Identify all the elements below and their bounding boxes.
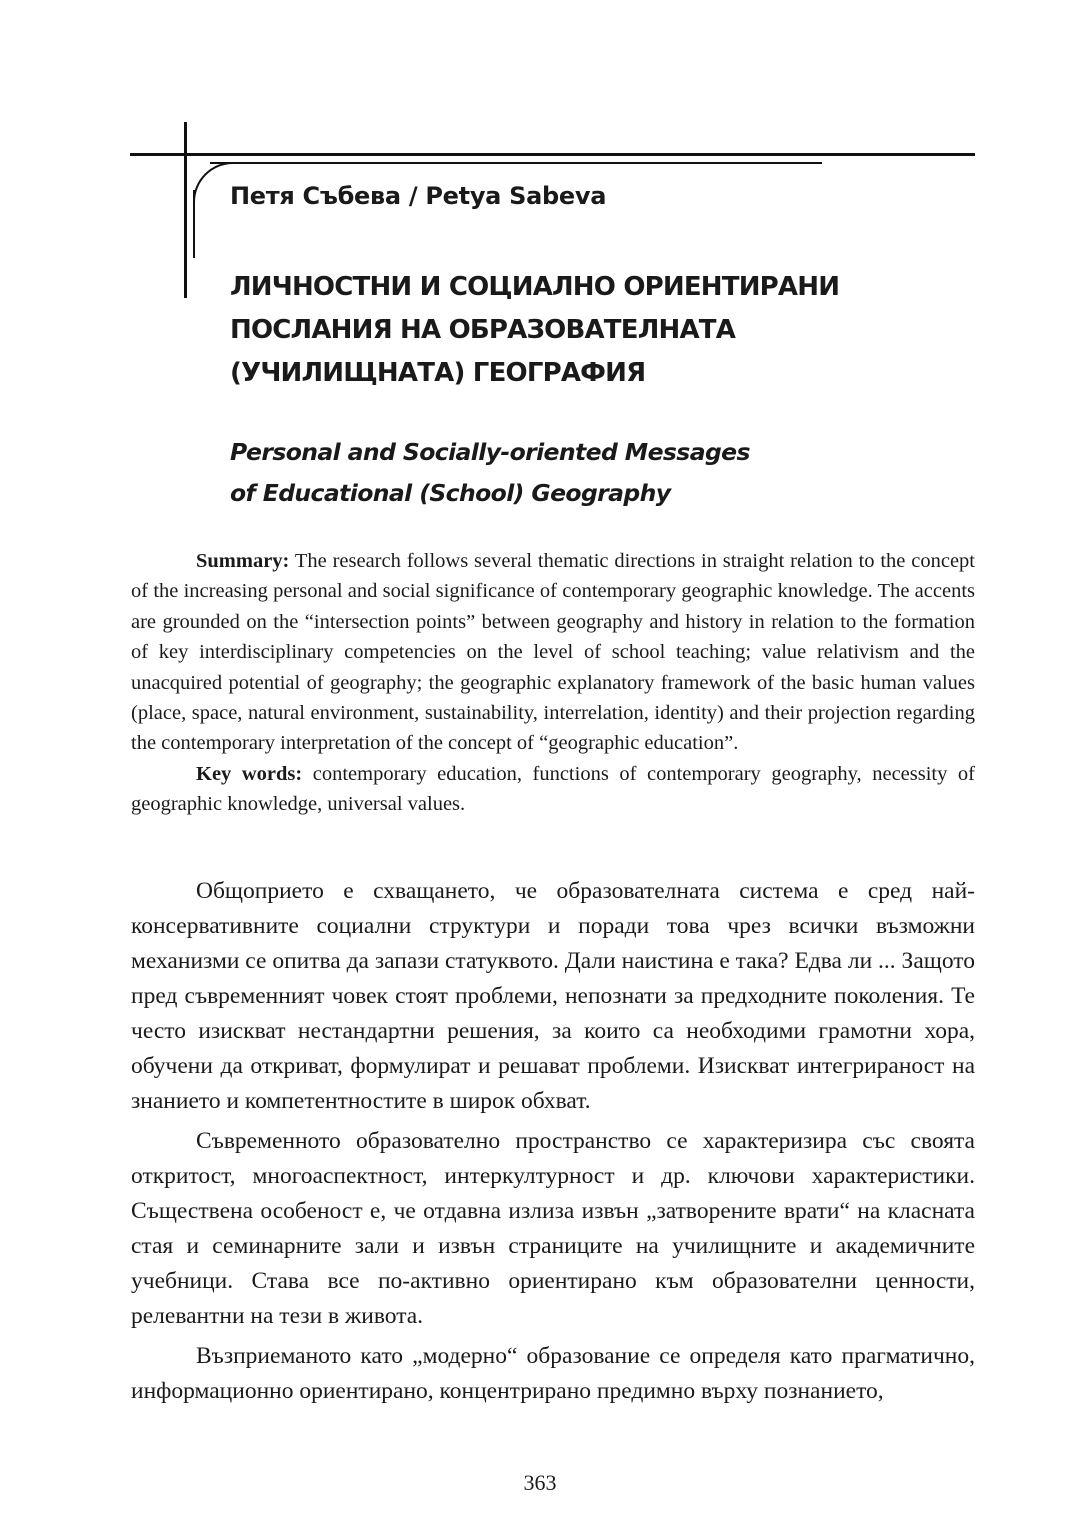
header-rule-vertical	[184, 122, 187, 298]
header-rule-curve	[193, 162, 233, 202]
title-bg-line: (УЧИЛИЩНАТА) ГЕОГРАФИЯ	[230, 358, 646, 388]
header-thin-rule-horizontal	[210, 162, 822, 164]
title-bg-line: ЛИЧНОСТНИ И СОЦИАЛНО ОРИЕНТИРАНИ	[230, 272, 840, 302]
page-number: 363	[523, 1470, 557, 1495]
header-thin-rule-vertical	[193, 190, 195, 258]
header-rule-horizontal	[130, 153, 975, 156]
title-bulgarian	[230, 266, 839, 395]
keywords-text: contemporary education, functions of contemporary geography, necessity of geographic knowledge, universal values.	[131, 762, 975, 816]
summary-paragraph	[131, 546, 975, 759]
title-bg-line: ПОСЛАНИЯ НА ОБРАЗОВАТЕЛНАТА	[230, 315, 736, 345]
title-en-line: of Educational (School) Geography	[230, 479, 671, 507]
keywords-paragraph	[131, 759, 975, 820]
title-english	[230, 432, 750, 514]
body-paragraph: Общоприето е схващането, че образователната система е сред най-консервативните социални структури и поради това чрез всички възможни механизми се опитва да запази статуквото. Дали наистина е така? Едва ли ... Защото пред съвременният човек стоят проблеми, непознати за предходните поколения. Те често изискват нестандартни решения, за които са необходими грамотни хора, обучени да откриват, формулират и решават проблеми. Изискват интегрираност на знанието и компетентностите в широк обхват.	[131, 878, 975, 1114]
body-paragraph: Съвременното образователно пространство се характеризира със своята откритост, многоаспектност, интеркултурност и др. ключови характеристики. Съществена особеност е, че отдавна излиза извън „затворените врати“ на класната стая и семинарните зали и извън страниците на училищните и академичните учебници. Става все по-активно ориентирано към образователни ценности, релевантни на тези в живота.	[131, 1128, 975, 1329]
article-body	[131, 874, 975, 1414]
body-paragraph: Възприеманото като „модерно“ образование се определя като прагматично, информационно ориентирано, концентрирано предимно върху познанието,	[131, 1343, 975, 1404]
abstract	[131, 546, 975, 820]
summary-text: The research follows several thematic directions in straight relation to the concept of the increasing personal and social significance of contemporary geographic knowledge. The accents are grounded on the “intersection points” between geography and history in relation to the formation of key interdisciplinary competencies on the level of school teaching; value relativism and the unacquired potential of geography; the geographic explanatory framework of the basic human values (place, space, natural environment, sustainability, interrelation, identity) and their projection regarding the contemporary interpretation of the concept of “geographic education”.	[131, 550, 975, 755]
author-name: Петя Събева / Petya Sabeva	[230, 182, 607, 210]
summary-label: Summary:	[196, 550, 290, 572]
title-en-line: Personal and Socially-oriented Messages	[230, 438, 750, 466]
keywords-label: Key words:	[196, 762, 303, 785]
